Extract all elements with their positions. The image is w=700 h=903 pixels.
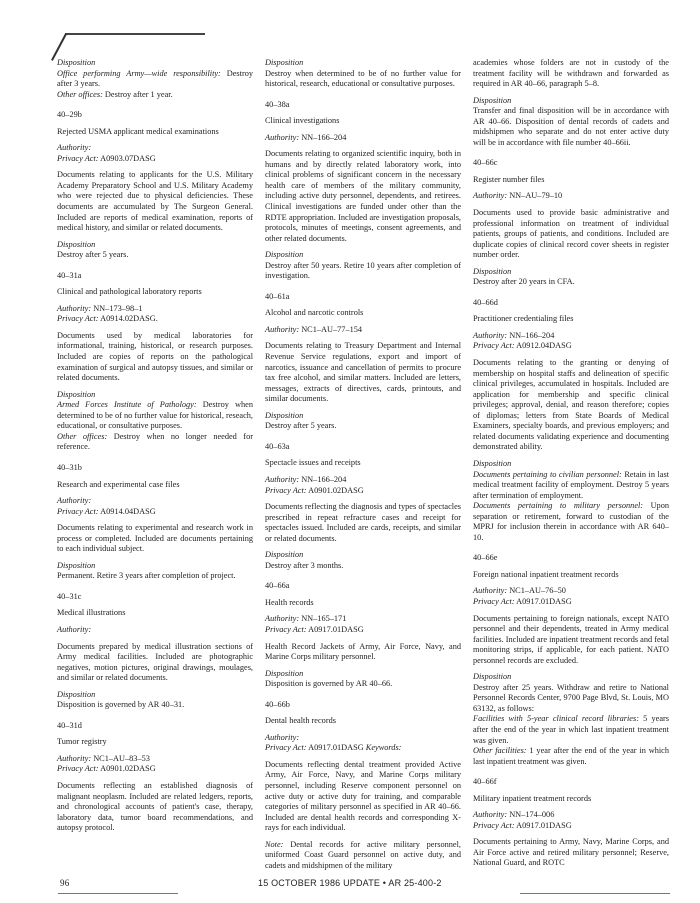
file-number: 40–66d [473, 297, 498, 307]
authority-section [57, 496, 253, 517]
records-entry [265, 100, 461, 282]
file-number: 40–61a [265, 291, 290, 301]
privacy-act-line [57, 507, 253, 518]
disposition-section [57, 561, 253, 582]
authority-line [473, 810, 669, 821]
footer-rule-right [520, 893, 670, 894]
privacy-act-value: A0901.02DASG [308, 485, 364, 495]
file-number: 40–66f [473, 777, 497, 787]
file-description: Documents pertaining to foreign nationals, except NATO personnel and their dependents, treated in Army medical facilities. Included are inpatient treatment records and fetal monitoring strips, if applicable, for each patient. NATO personnel records are excluded. [473, 613, 669, 665]
file-description: Documents reflecting an established diagnosis of malignant neoplasm. Included are related ledgers, reports, and chronological accounts of patient's case, therapy, laboratory data, tumor board recommendations, and autopsy protocol. [57, 780, 253, 833]
disposition-line [57, 700, 253, 711]
file-description: Documents relating to experimental and research work in process or completed. Included are documents pertaining to each individual subject. [57, 523, 253, 554]
file-title: Military inpatient treatment records [473, 793, 592, 803]
authority-section [265, 475, 461, 496]
records-entry [473, 777, 669, 869]
disposition-line [473, 714, 669, 746]
disposition-text: Disposition is governed by AR 40–66. [265, 679, 393, 689]
authority-line [57, 625, 253, 636]
records-entry [265, 292, 461, 432]
authority-line [57, 496, 253, 507]
disposition-line [57, 571, 253, 582]
disposition-section [265, 550, 461, 571]
disposition-line [265, 679, 461, 690]
privacy-act-line [265, 743, 461, 754]
authority-line [265, 475, 461, 486]
privacy-act-label: Privacy Act: [473, 820, 515, 830]
disposition-line [57, 400, 253, 432]
authority-section [57, 143, 253, 164]
privacy-act-line [265, 625, 461, 636]
records-entry [265, 58, 461, 90]
disposition-heading: Disposition [57, 689, 96, 699]
file-description: Documents relating to organized scientific inquiry, both in humans and by directly related laboratory work, into clinical problems of significant concern in the necessary health care of members of the military community, including active duty personnel, dependents, and retirees. Clinical investigations are funded under other than the RDTE appropriation. Included are investigation proposals, protocols, minutes of meetings, consent agreements, and other related documents. [265, 149, 461, 243]
authority-line [473, 586, 669, 597]
authority-label: Authority: [265, 732, 300, 742]
scan-artifact-line [65, 33, 205, 35]
privacy-act-value: A0917.01DASG [308, 743, 364, 753]
privacy-act-label: Privacy Act: [57, 506, 99, 516]
authority-label: Authority: [265, 474, 300, 484]
page-number: 96 [60, 878, 70, 888]
records-entry [473, 553, 669, 767]
disposition-section [57, 58, 253, 100]
disposition-label: Documents pertaining to military personnel: [473, 501, 644, 511]
privacy-act-label: Privacy Act: [265, 485, 307, 495]
disposition-line [57, 250, 253, 261]
records-entry [57, 110, 253, 261]
disposition-section [473, 96, 669, 149]
file-title: Spectacle issues and receipts [265, 458, 361, 468]
footer-rule-left [58, 893, 178, 894]
disposition-label: Other offices: [57, 431, 108, 441]
disposition-text: 1 year after the end of the year in which last inpatient treatment was given. [473, 746, 669, 766]
disposition-heading: Disposition [265, 668, 304, 678]
privacy-act-line [473, 821, 669, 832]
privacy-act-line [57, 314, 253, 325]
authority-line [265, 133, 461, 144]
privacy-act-label: Privacy Act: [57, 764, 99, 774]
records-entry [57, 58, 253, 100]
records-entry [473, 298, 669, 543]
file-title: Clinical and pathological laboratory reports [57, 287, 202, 297]
disposition-text: Destroy after 3 years. [57, 68, 254, 89]
privacy-act-line [265, 486, 461, 497]
privacy-act-value: A0901.02DASG [100, 764, 156, 774]
authority-section [473, 810, 669, 831]
file-number: 40–66e [473, 553, 498, 563]
authority-value: NN–AU–79–10 [509, 191, 563, 201]
authority-label: Authority: [473, 586, 508, 596]
records-entry [57, 592, 253, 711]
authority-label: Authority: [265, 132, 300, 142]
disposition-line [473, 470, 669, 502]
note-text: Dental records for active military personnel, uniformed Coast Guard personnel on active duty, and cadets and midshipmen of the military [265, 839, 461, 870]
disposition-text: Destroy after 5 years. [265, 421, 337, 431]
authority-label: Authority: [473, 810, 508, 820]
page-footer: 15 OCTOBER 1986 UPDATE • AR 25-400-2 [258, 878, 442, 888]
disposition-line [473, 106, 669, 148]
disposition-line [265, 421, 461, 432]
file-description: Health Record Jackets of Army, Air Force, Navy, and Marine Corps military personnel. [265, 641, 461, 662]
authority-value: NN–174–006 [509, 810, 555, 820]
disposition-text: Upon separation or retirement, forward to custodian of the MPRJ for inclusion therein in accordance with AR 640–10. [473, 501, 670, 542]
records-entry [57, 463, 253, 582]
file-number: 40–29b [57, 110, 82, 120]
privacy-act-line [473, 597, 669, 608]
file-description: Documents prepared by medical illustration sections of Army medical facilities. Included are photographic negatives, motion pictures, original drawings, moulages, and similar or related documents. [57, 641, 253, 683]
records-entry [265, 442, 461, 571]
disposition-line [57, 90, 253, 101]
disposition-section [265, 250, 461, 282]
disposition-line [473, 683, 669, 715]
privacy-act-label: Privacy Act: [265, 624, 307, 634]
privacy-act-value: A0917.01DASG [516, 820, 572, 830]
authority-section [265, 133, 461, 144]
disposition-text: Permanent. Retire 3 years after completion of project. [57, 571, 236, 581]
authority-line [57, 304, 253, 315]
disposition-section [473, 672, 669, 767]
privacy-act-label: Privacy Act: [473, 341, 515, 351]
authority-label: Authority: [57, 496, 92, 506]
file-title: Foreign national inpatient treatment records [473, 569, 619, 579]
disposition-section [57, 390, 253, 453]
column-middle [265, 58, 461, 881]
authority-value: NN–166–204 [301, 474, 347, 484]
authority-section [265, 614, 461, 635]
authority-value: NN–166–204 [301, 132, 347, 142]
disposition-section [265, 58, 461, 90]
privacy-act-value: A0903.07DASG [100, 153, 156, 163]
file-title: Rejected USMA applicant medical examinations [57, 126, 219, 136]
authority-section [57, 754, 253, 775]
disposition-heading: Disposition [57, 560, 96, 570]
authority-label: Authority: [265, 614, 300, 624]
disposition-label: Facilities with 5-year clinical record libraries: [473, 714, 639, 724]
disposition-line [57, 69, 253, 90]
file-title: Dental health records [265, 716, 336, 726]
authority-value: NN–173–98–1 [93, 303, 143, 313]
privacy-act-label: Privacy Act: [57, 314, 99, 324]
privacy-act-value: A0912.04DASG [516, 341, 572, 351]
authority-line [473, 331, 669, 342]
scan-artifact-mark [51, 33, 66, 60]
file-description: Documents relating to the granting or denying of membership on hospital staffs and delineation of specific clinical privileges, accumulated in hospitals. Included are application for membership and specific clinical privileges; approval, denial, and reason therefore; copies of diplomas; letters from State Boards of Medical Examiners, specialty boards, and previous employers; and related documents validating experience and documenting demonstrated ability. [473, 358, 669, 452]
authority-line [57, 143, 253, 154]
disposition-heading: Disposition [265, 410, 304, 420]
authority-value: NC1–AU–77–154 [301, 324, 363, 334]
disposition-text: Transfer and final disposition will be in accordance with AR 40–66. Disposition of dental records of cadets and midshipmen who separate and do not enter active duty will be in accordance with file number 40–66ii. [473, 106, 669, 147]
authority-line [57, 754, 253, 765]
disposition-text: Destroy when determined to be of no further value for historical, reseach, educational, or consultative purposes. [57, 400, 253, 431]
disposition-text: Destroy after 20 years in CFA. [473, 277, 575, 287]
file-number: 40–66a [265, 581, 290, 591]
file-title: Alcohol and narcotic controls [265, 308, 364, 318]
keywords-label: Keywords: [365, 743, 402, 753]
authority-label: Authority: [57, 143, 92, 153]
authority-value: NC1–AU–83–53 [93, 753, 150, 763]
authority-value: NC1–AU–76–50 [509, 586, 566, 596]
authority-section [473, 191, 669, 202]
privacy-act-value: A0917.01DASG [516, 596, 572, 606]
file-title: Health records [265, 597, 314, 607]
disposition-label: Other facilities: [473, 746, 527, 756]
authority-label: Authority: [57, 753, 92, 763]
authority-value: NN–165–171 [301, 614, 347, 624]
file-title: Tumor registry [57, 737, 107, 747]
authority-label: Authority: [473, 191, 508, 201]
file-description: academies whose folders are not in custody of the treatment facility will be withdrawn and forwarded as required in AR 40–66, paragraph 5–8. [473, 58, 669, 89]
authority-line [265, 733, 461, 744]
disposition-heading: Disposition [473, 672, 512, 682]
disposition-heading: Disposition [265, 550, 304, 560]
authority-section [265, 325, 461, 336]
file-title: Research and experimental case files [57, 479, 180, 489]
disposition-text: Destroy after 3 months. [265, 560, 344, 570]
disposition-text: Destroy after 5 years. [57, 250, 129, 260]
file-description: Documents used by medical laboratories for informational, training, historical, or research purposes. Included are copies of reports on the pathological examination of surgical and autopsy tissues, and similar or related documents. [57, 330, 253, 383]
disposition-label: Armed Forces Institute of Pathology: [57, 400, 197, 410]
file-number: 40–31a [57, 270, 82, 280]
authority-section [473, 586, 669, 607]
records-entry [473, 158, 669, 287]
disposition-label: Documents pertaining to civilian personnel: [473, 469, 622, 479]
privacy-act-label: Privacy Act: [265, 743, 307, 753]
privacy-act-value: A0914.04DASG [100, 506, 156, 516]
file-title: Register number files [473, 174, 545, 184]
disposition-heading: Disposition [473, 266, 512, 276]
privacy-act-label: Privacy Act: [57, 153, 99, 163]
file-number: 40–63a [265, 441, 290, 451]
authority-section [57, 625, 253, 636]
authority-section [265, 733, 461, 754]
disposition-section [57, 240, 253, 261]
disposition-heading: Disposition [473, 458, 512, 468]
disposition-text: Destroy after 50 years. Retire 10 years after completion of investigation. [265, 260, 461, 281]
authority-section [473, 331, 669, 352]
disposition-text: Destroy when determined to be of no further value for historical, research, educational or consultative purposes. [265, 68, 461, 89]
disposition-heading: Disposition [473, 95, 512, 105]
file-number: 40–31c [57, 591, 82, 601]
privacy-act-line [57, 764, 253, 775]
file-title: Medical illustrations [57, 608, 126, 618]
disposition-label: Office performing Army—wide responsibility: [57, 68, 221, 78]
disposition-section [473, 267, 669, 288]
column-right [473, 58, 669, 879]
disposition-text: Destroy after 25 years. Withdraw and retire to National Personnel Records Center, 9700 Page Blvd, St. Louis, MO 63132, as follows: [473, 682, 669, 713]
authority-line [265, 614, 461, 625]
file-number: 40–38a [265, 99, 290, 109]
disposition-line [265, 561, 461, 572]
privacy-act-line [473, 341, 669, 352]
privacy-act-value: A0917.01DASG [308, 624, 364, 634]
disposition-section [473, 459, 669, 543]
file-title: Practitioner credentialing files [473, 314, 574, 324]
disposition-heading: Disposition [265, 250, 304, 260]
authority-label: Authority: [57, 624, 92, 634]
disposition-line [265, 261, 461, 282]
privacy-act-label: Privacy Act: [473, 596, 515, 606]
disposition-section [265, 411, 461, 432]
file-number: 40–66c [473, 158, 498, 168]
authority-value: NN–166–204 [509, 330, 555, 340]
file-title: Clinical investigations [265, 116, 340, 126]
disposition-text: 5 years after the end of the year in which last inpatient treatment was given. [473, 714, 669, 745]
disposition-text: Disposition is governed by AR 40–31. [57, 700, 185, 710]
column-left [57, 58, 253, 844]
disposition-heading: Disposition [57, 389, 96, 399]
disposition-text: Destroy after 1 year. [102, 89, 173, 99]
file-description: Documents reflecting dental treatment provided Active Army, Air Force, Navy, and Marine Corps military personnel, including Reserve component personnel on active duty or active duty for training, and comparable categories of military personnel as specified in AR 40–66. Included are dental health records and corresponding X-rays for each individual. [265, 759, 461, 833]
disposition-section [57, 690, 253, 711]
file-number: 40–31d [57, 720, 82, 730]
records-entry [57, 271, 253, 453]
disposition-heading: Disposition [57, 58, 96, 67]
disposition-line [473, 501, 669, 543]
disposition-section [265, 669, 461, 690]
disposition-text: Destroy when no longer needed for reference. [57, 431, 253, 452]
privacy-act-value: A0914.02DASG. [100, 314, 158, 324]
authority-label: Authority: [265, 324, 300, 334]
disposition-line [57, 432, 253, 453]
records-entry [265, 581, 461, 689]
file-number: 40–31b [57, 462, 82, 472]
file-description: Documents pertaining to Army, Navy, Marine Corps, and Air Force active and retired military personnel; Reserve, National Guard, and ROTC [473, 837, 669, 868]
disposition-label: Other offices: [57, 89, 103, 99]
disposition-text: Retain in last medical treatment facility of employment. Destroy 5 years after termination of employment. [473, 469, 670, 500]
authority-label: Authority: [57, 303, 92, 313]
authority-label: Authority: [473, 330, 508, 340]
file-note [265, 840, 461, 872]
authority-section [57, 304, 253, 325]
authority-line [265, 325, 461, 336]
disposition-heading: Disposition [57, 239, 96, 249]
file-description: Documents relating to Treasury Department and Internal Revenue Service regulations, export and import of narcotics, issuance and cancellation of permits to procure tax free alcohol, and similar matters. Included are letters, messages, extracts of directives, cards, printouts, and similar documents. [265, 341, 461, 404]
records-entry [473, 58, 669, 148]
records-entry [265, 700, 461, 872]
privacy-act-line [57, 154, 253, 165]
disposition-line [265, 69, 461, 90]
disposition-heading: Disposition [265, 58, 304, 67]
note-label: Note: [265, 839, 284, 849]
file-description: Documents relating to applicants for the U.S. Military Academy Preparatory School and U.S. Military Academy who were rejected due to physical deficiencies. These documents are accumulated by The Surgeon General. Included are reports of medical examination, reports of medical history, and similar or related documents. [57, 170, 253, 233]
disposition-line [473, 746, 669, 767]
authority-line [473, 191, 669, 202]
records-entry [57, 721, 253, 834]
file-description: Documents reflecting the diagnosis and types of spectacles prescribed in repeat refracture cases and receipt for spectacles issued. Included are cards, receipts, and similar or related documents. [265, 502, 461, 543]
disposition-line [473, 277, 669, 288]
file-description: Documents used to provide basic administrative and professional information on treatment of individual patients, groups of patients, and conditions. Included are duplicate copies of clinical record cover sheets in register number order. [473, 208, 669, 260]
file-number: 40–66b [265, 699, 290, 709]
